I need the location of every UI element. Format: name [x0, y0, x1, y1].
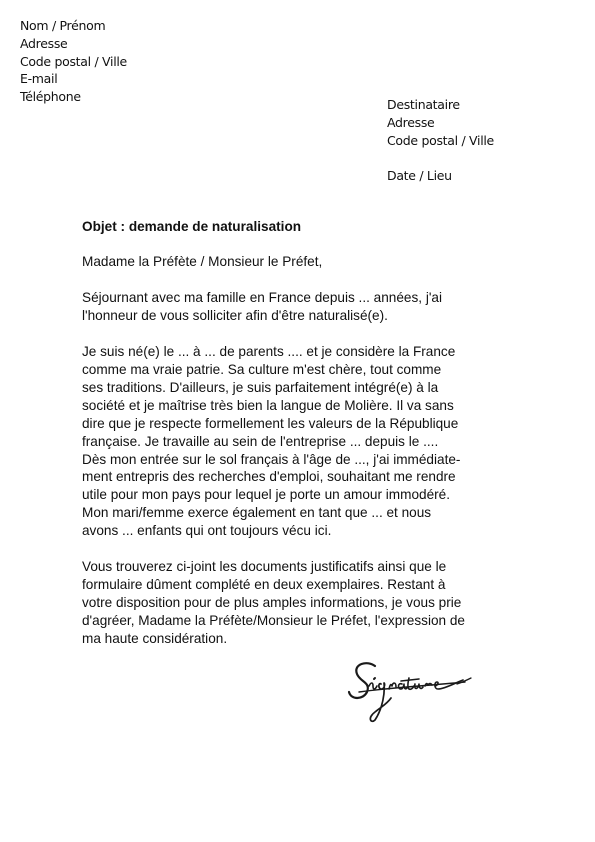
recipient-address: Adresse [387, 115, 435, 130]
sender-phone: Téléphone [20, 89, 81, 105]
sender-postal-city: Code postal / Ville [20, 53, 127, 69]
paragraph-line: d'agréer, Madame la Préfète/Monsieur le Préfet, l'expression de [82, 613, 465, 629]
paragraph-line: Mon mari/femme exerce également en tant que ... et nous [82, 505, 432, 521]
paragraph-line: française. Je travaille au sein de l'entreprise ... depuis le .... [82, 433, 439, 449]
paragraph-line: avons ... enfants qui ont toujours vécu ici. [82, 523, 332, 539]
paragraph-line: Dès mon entrée sur le sol français à l'âge de ..., j'ai immédiate- [82, 451, 461, 467]
paragraph-line: comme ma vraie patrie. Sa culture m'est chère, tout comme [82, 361, 442, 377]
sender-block [20, 17, 127, 106]
paragraph-line: ment entrepris des recherches d'emploi, souhaitant me rendre [82, 469, 456, 485]
recipient-spacer [387, 150, 494, 167]
paragraph-line: Vous trouverez ci-joint les documents justificatifs ainsi que le [82, 559, 447, 575]
recipient-name: Destinataire [387, 97, 460, 112]
sender-email: E-mail [20, 71, 58, 87]
recipient-postal-city: Code postal / Ville [387, 133, 494, 148]
letter-subject: Objet : demande de naturalisation [82, 219, 302, 234]
date-place: Date / Lieu [387, 168, 452, 183]
paragraph-line: ses traditions. D'ailleurs, je suis parfaitement intégré(e) à la [82, 379, 439, 395]
sender-name: Nom / Prénom [20, 18, 106, 33]
paragraph-line: Séjournant avec ma famille en France depuis ... années, j'ai [82, 289, 443, 305]
letter-salutation: Madame la Préfète / Monsieur le Préfet, [82, 253, 323, 269]
paragraph-closing [82, 558, 522, 648]
paragraph-background [82, 343, 522, 540]
signature-image [345, 652, 505, 732]
paragraph-line: ma haute considération. [82, 631, 228, 647]
sender-address: Adresse [20, 35, 68, 51]
paragraph-intro [82, 289, 522, 325]
paragraph-line: formulaire dûment complété en deux exemplaires. Restant à [82, 577, 446, 593]
paragraph-line: Je suis né(e) le ... à ... de parents .... et je considère la France [82, 343, 456, 359]
paragraph-line: dire que je respecte formellement les valeurs de la République [82, 415, 459, 431]
paragraph-line: utile pour mon pays pour lequel je porte un amour immodéré. [82, 487, 450, 503]
letter-body [82, 218, 522, 666]
paragraph-line: société et je maîtrise très bien la langue de Molière. Il va sans [82, 397, 454, 413]
paragraph-line: votre disposition pour de plus amples informations, je vous prie [82, 595, 462, 611]
paragraph-line: l'honneur de vous solliciter afin d'être naturalisé(e). [82, 307, 388, 323]
recipient-block [387, 96, 494, 185]
